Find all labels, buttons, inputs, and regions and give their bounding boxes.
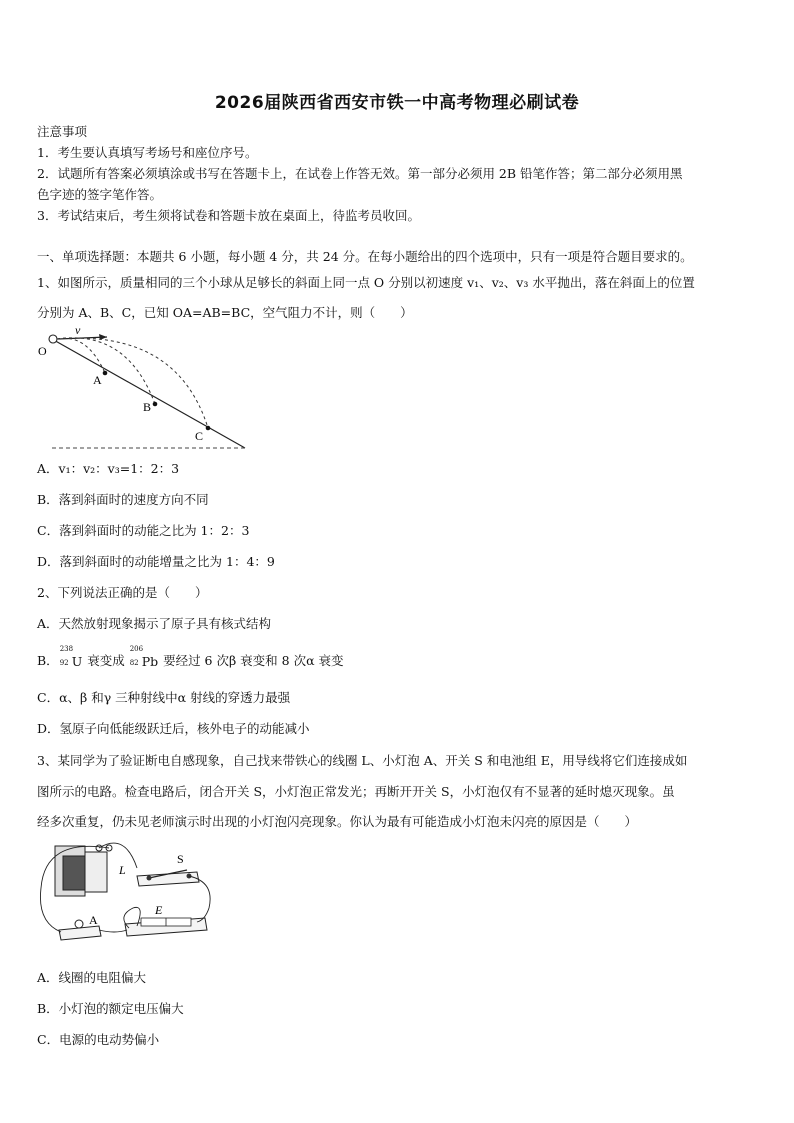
q1-option-d: D．落到斜面时的动能增量之比为 1：4：9 <box>37 554 275 569</box>
q1-option-c: C．落到斜面时的动能之比为 1：2：3 <box>37 523 250 538</box>
section-heading: 一、单项选择题：本题共 6 小题，每小题 4 分，共 24 分。在每小题给出的四个选项中，只有一项是符合题目要求的。 <box>37 249 693 264</box>
q3-option-c: C．电源的电动势偏小 <box>37 1032 160 1047</box>
q3-circuit-figure <box>37 838 217 948</box>
switch-terminal-1 <box>147 876 152 881</box>
ball-at-O <box>49 335 57 343</box>
uranium-238-symbol: 238 92 U <box>59 645 83 669</box>
q1-stem-line1: 1、如图所示，质量相同的三个小球从足够长的斜面上同一点 O 分别以初速度 v₁、v₂、v₃ 水平抛出，落在斜面上的位置 <box>37 275 695 290</box>
notice-item-2-cont: 色字迹的签字笔作答。 <box>37 187 163 202</box>
lead-206-symbol: 206 82 Pb <box>129 645 159 669</box>
point-A <box>103 371 108 376</box>
notice-item-1: 1．考生要认真填写考场号和座位序号。 <box>37 145 258 160</box>
q1-option-a: A．v₁：v₂：v₃=1：2：3 <box>37 461 180 476</box>
q1-stem-line2: 分别为 A、B、C，已知 OA=AB=BC，空气阻力不计，则（ ） <box>37 305 413 320</box>
q2-option-b-mid: 衰变成 <box>83 653 129 668</box>
q1-incline-figure <box>37 325 252 450</box>
wire-lamp-battery <box>99 930 127 932</box>
q2-option-c: C．α、β 和γ 三种射线中α 射线的穿透力最强 <box>37 690 291 705</box>
label-E: E <box>155 903 163 917</box>
notice-item-3: 3．考试结束后，考生须将试卷和答题卡放在桌面上，待监考员收回。 <box>37 208 420 223</box>
lamp-bulb <box>75 920 83 928</box>
q3-option-a: A．线圈的电阻偏大 <box>37 970 147 985</box>
q3-stem-line3: 经多次重复，仍未见老师演示时出现的小灯泡闪亮现象。你认为最有可能造成小灯泡未闪亮的原因是（ ） <box>37 814 638 829</box>
label-v: v <box>75 325 81 337</box>
notice-heading: 注意事项 <box>37 124 88 139</box>
label-C: C <box>195 429 204 443</box>
coil-frame <box>85 852 107 892</box>
trajectory-B <box>57 338 155 404</box>
page-title: 2026届陕西省西安市铁一中高考物理必刷试卷 <box>214 93 580 113</box>
q2-option-b-suffix: 要经过 6 次β 衰变和 8 次α 衰变 <box>159 653 344 668</box>
q2-option-a: A．天然放射现象揭示了原子具有核式结构 <box>37 616 272 631</box>
q2-option-b <box>37 645 344 669</box>
q3-stem-line1: 3、某同学为了验证断电自感现象，自己找来带铁心的线圈 L、小灯泡 A、开关 S 和电池组 E，用导线将它们连接成如 <box>37 753 688 768</box>
label-A: A <box>93 373 102 387</box>
point-B <box>153 402 158 407</box>
label-A: A <box>89 913 98 927</box>
q3-option-b: B．小灯泡的额定电压偏大 <box>37 1001 184 1016</box>
q1-option-b: B．落到斜面时的速度方向不同 <box>37 492 209 507</box>
q3-stem-line2: 图所示的电路。检查电路后，闭合开关 S，小灯泡正常发光；再断开开关 S，小灯泡仅有不显著的延时熄灭现象。虽 <box>37 784 675 799</box>
notice-item-2: 2．试题所有答案必须填涂或书写在答题卡上，在试卷上作答无效。第一部分必须用 2B 铅笔作答；第二部分必须用黑 <box>37 166 683 181</box>
q2-option-b-prefix: B． <box>37 653 59 668</box>
label-L: L <box>119 863 126 877</box>
label-S: S <box>177 852 184 866</box>
q2-option-d: D．氢原子向低能级跃迁后，核外电子的动能减小 <box>37 721 310 736</box>
q2-stem: 2、下列说法正确的是（ ） <box>37 585 208 600</box>
label-O: O <box>38 344 47 358</box>
label-B: B <box>143 400 152 414</box>
coil-winding <box>63 856 85 890</box>
point-C <box>206 426 211 431</box>
incline-line <box>52 339 245 448</box>
